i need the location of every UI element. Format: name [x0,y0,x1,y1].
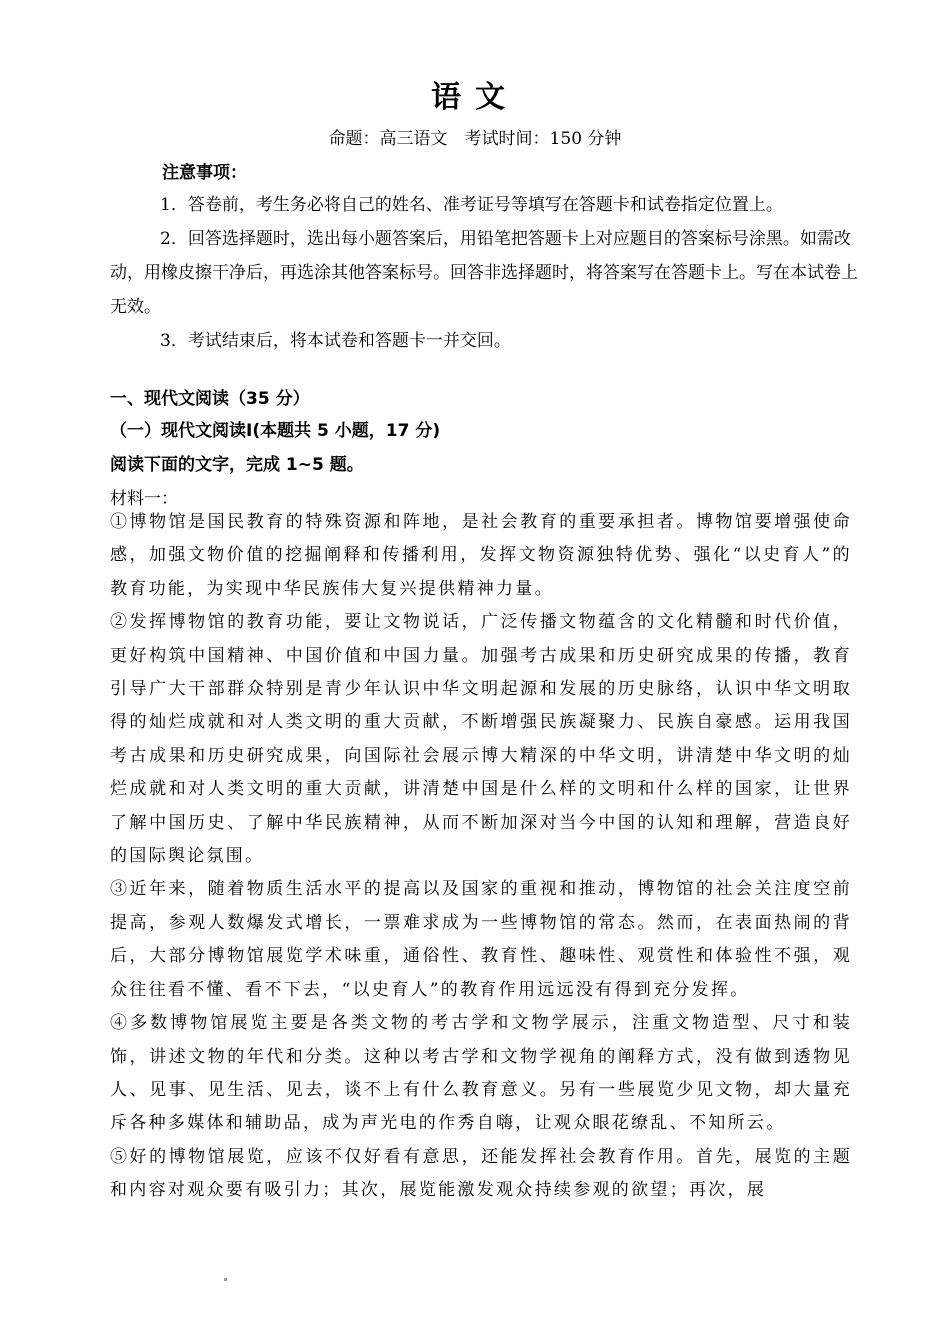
material-label: 材料一： [110,489,178,509]
passage-paragraph: ①博物馆是国民教育的特殊资源和阵地，是社会教育的重要承担者。博物馆要增强使命感，加强文物价值的挖掘阐释和传播利用，发挥文物资源独特优势、强化“以史育人”的教育功能，为实现中华民族伟大复兴提供精神力量。 [110,512,852,599]
notice-item: 3．考试结束后，将本试卷和答题卡一并交回。 [160,331,511,351]
section-heading: 一、现代文阅读（35 分） [110,389,310,409]
passage-paragraph: ②发挥博物馆的教育功能，要让文物说话，广泛传播文物蕴含的文化精髓和时代价值，更好构筑中国精神、中国价值和中国力量。加强考古成果和历史研究成果的传播，教育引导广大干部群众特别是青少年认识中华文明起源和发展的历史脉络，认识中华文明取得的灿烂成就和对人类文明的重大贡献，不断增强民族凝聚力、民族自豪感。运用我国考古成果和历史研究成果，向国际社会展示博大精深的中华文明，讲清楚中华文明的灿烂成就和对人类文明的重大贡献，讲清楚中国是什么样的文明和什么样的国家，让世界了解中国历史、了解中华民族精神，从而不断加深对当今中国的认知和理解，营造良好的国际舆论氛围。 [110,612,852,867]
notice-heading: 注意事项： [162,163,247,183]
subsection-heading: （一）现代文阅读Ⅰ(本题共 5 小题，17 分) [110,421,441,441]
notice-item: 1．答卷前，考生务必将自己的姓名、准考证号等填写在答题卡和试卷指定位置上。 [160,195,783,215]
passage-paragraph: ④多数博物馆展览主要是各类文物的考古学和文物学展示，注重文物造型、尺寸和装饰，讲述文物的年代和分类。这种以考古学和文物学视角的阐释方式，没有做到透物见人、见事、见生活、见去，谈不上有什么教育意义。另有一些展览少见文物，却大量充斥各种多媒体和辅助品，成为声光电的作秀自嗨，让观众眼花缭乱、不知所云。 [110,1013,852,1134]
scan-mark [224,1278,227,1281]
passage-paragraph: ⑤好的博物馆展览，应该不仅好看有意思，还能发挥社会教育作用。首先，展览的主题和内容对观众要有吸引力；其次，展览能激发观众持续参观的欲望；再次，展 [110,1146,852,1201]
reading-instruction: 阅读下面的文字，完成 1~5 题。 [110,455,364,475]
notice-list [110,188,862,358]
reading-passage [110,506,852,1208]
exam-info: 命题：高三语文 考试时间：150 分钟 [328,129,622,149]
page-title: 语文 [431,80,519,115]
notice-item: 2．回答选择题时，选出每小题答案后，用铅笔把答题卡上对应题目的答案标号涂黑。如需改动，用橡皮擦干净后，再选涂其他答案标号。回答非选择题时，将答案写在答题卡上。写在本试卷上无效。 [110,229,858,317]
passage-paragraph: ③近年来，随着物质生活水平的提高以及国家的重视和推动，博物馆的社会关注度空前提高，参观人数爆发式增长，一票难求成为一些博物馆的常态。然而，在表面热闹的背后，大部分博物馆展览学术味重，通俗性、教育性、趣味性、观赏性和体验性不强，观众往往看不懂、看不下去，“以史育人”的教育作用远远没有得到充分发挥。 [110,879,852,1000]
